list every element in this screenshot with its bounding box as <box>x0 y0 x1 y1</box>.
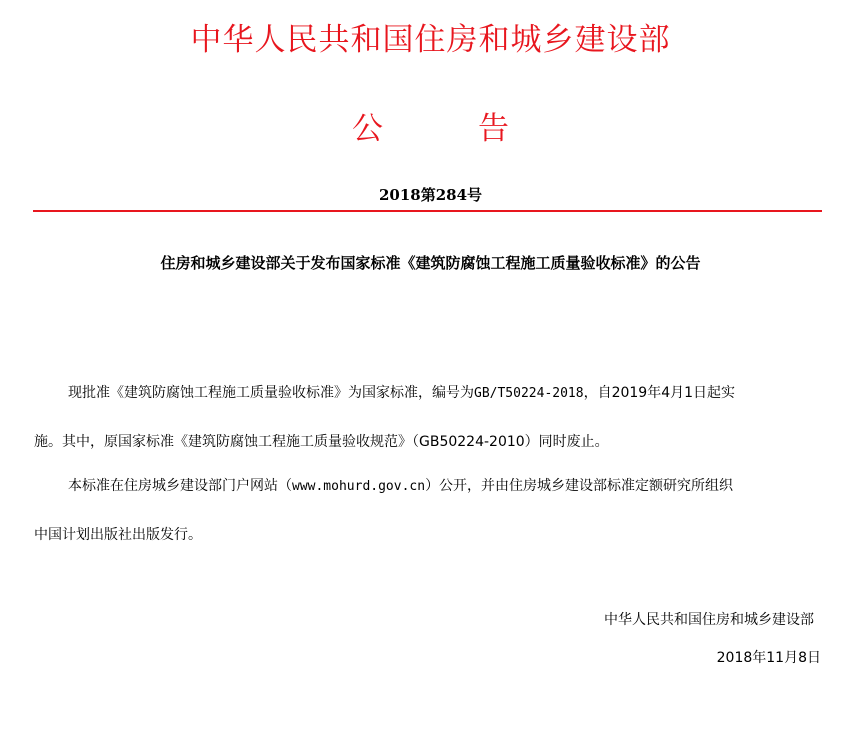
document-number: 2018第284号 <box>378 186 483 204</box>
paragraph-publication-text-b: ）公开，并由住房城乡建设部标准定额研究所组织 <box>425 478 734 494</box>
paragraph-approval-line-2: 施。其中，原国家标准《建筑防腐蚀工程施工质量验收规范》（GB50224-2010）同时废止。 <box>34 434 609 450</box>
paragraph-publication-line-2: 中国计划出版社出版发行。 <box>34 527 202 543</box>
notice-title-char-1: 公 <box>352 111 383 147</box>
red-divider-line <box>33 210 822 212</box>
document-heading: 住房和城乡建设部关于发布国家标准《建筑防腐蚀工程施工质量验收标准》的公告 <box>160 254 701 272</box>
paragraph-publication-line-1 <box>34 462 834 511</box>
paragraph-publication-text-a: 本标准在住房城乡建设部门户网站（ <box>68 478 292 494</box>
paragraph-approval <box>34 369 834 466</box>
signature-agency: 中华人民共和国住房和城乡建设部 <box>604 612 814 628</box>
standard-code: GB/T50224-2018 <box>474 386 584 401</box>
website-url: www.mohurd.gov.cn <box>292 479 426 494</box>
paragraph-approval-text-b: ，自2019年4月1日起实 <box>583 385 736 401</box>
signature-date: 2018年11月8日 <box>716 650 821 666</box>
paragraph-approval-text-a: 现批准《建筑防腐蚀工程施工质量验收标准》为国家标准，编号为 <box>68 385 474 401</box>
notice-title <box>0 103 861 148</box>
agency-title: 中华人民共和国住房和城乡建设部 <box>190 22 671 58</box>
paragraph-approval-line-1 <box>34 369 834 418</box>
notice-title-char-2: 告 <box>478 111 509 147</box>
paragraph-publication <box>34 462 834 559</box>
